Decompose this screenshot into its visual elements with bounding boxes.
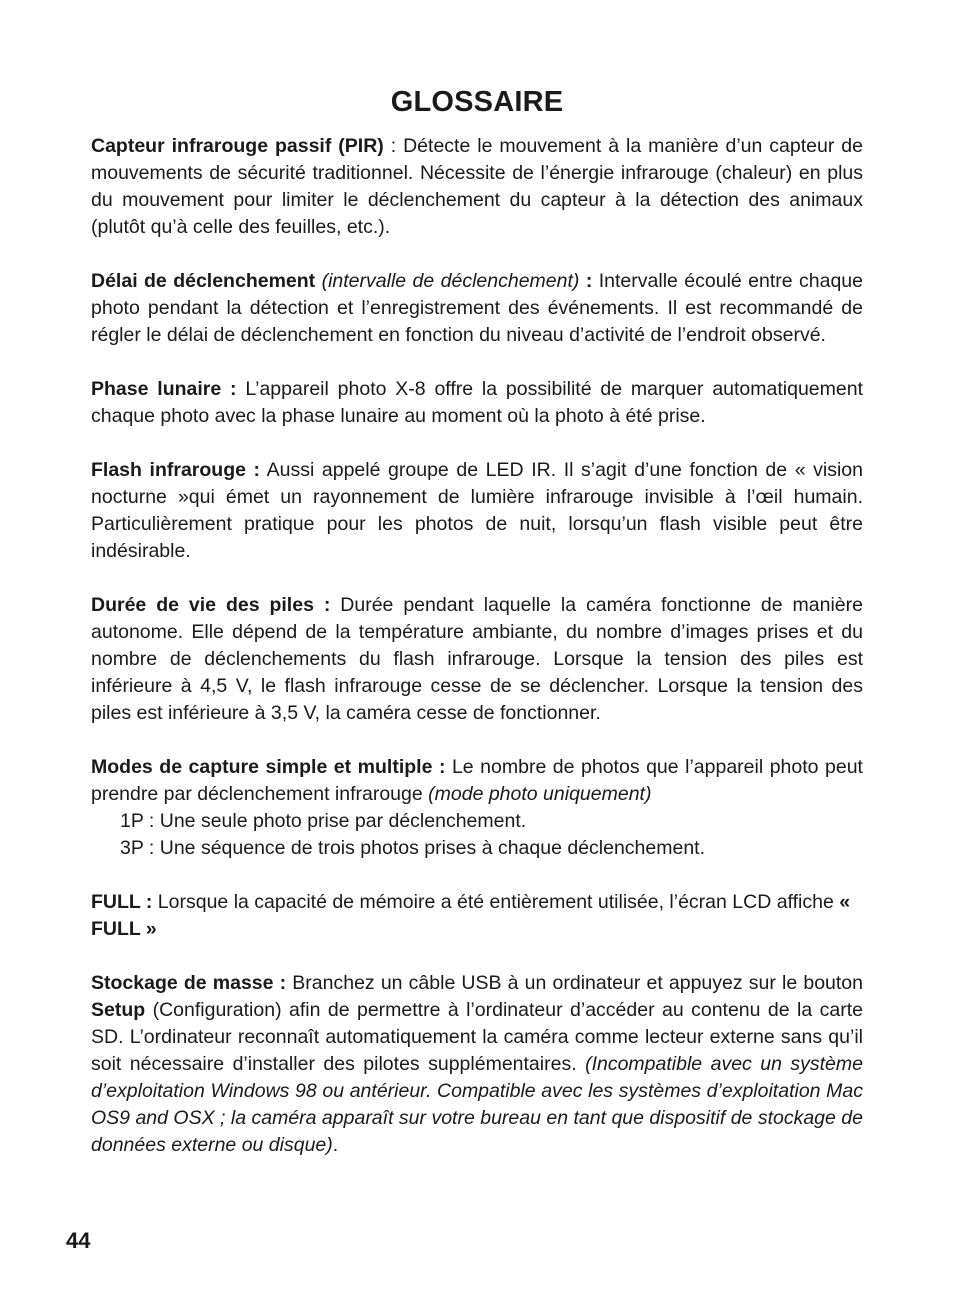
- entry-paragraph: [91, 592, 863, 727]
- page-number: 44: [66, 1228, 91, 1253]
- entry-paragraph: [91, 268, 863, 349]
- entry-paragraph: [91, 889, 863, 943]
- entry-note: (mode photo uniquement): [428, 783, 652, 805]
- entry-paragraph: [91, 970, 863, 1159]
- glossary-entry-full: [91, 889, 863, 943]
- glossary-entry-ir-flash: [91, 457, 863, 565]
- glossary-entry-capture-modes: [91, 754, 863, 862]
- entry-definition: Branchez un câble USB à un ordinateur et appuyez sur le bouton: [286, 972, 863, 994]
- glossary: [91, 133, 863, 1186]
- entry-term: Capteur infrarouge passif (PIR): [91, 135, 384, 157]
- entry-value: « FULL »: [91, 891, 851, 940]
- entry-end: .: [332, 1134, 339, 1156]
- entry-definition: : Détecte le mouvement à la manière d’un capteur de mouvements de sécurité traditionnel. Nécessite de l’énergie infrarouge (chaleur) en plus du mouvement pour limiter le déclenchement du capteur à la détection des animaux (plutôt qu’à celle des feuilles, etc.).: [91, 135, 863, 238]
- entry-note: (Incompatible avec un système d’exploitation Windows 98 ou antérieur. Compatible avec les systèmes d’exploitation Mac OS9 and OSX ; la caméra apparaît sur votre bureau en tant que dispositif de stockage de données externe ou disque): [91, 1053, 863, 1156]
- entry-paragraph: [91, 754, 863, 808]
- entry-alt-term: (intervalle de déclenchement): [321, 270, 580, 292]
- glossary-entry-pir: [91, 133, 863, 241]
- capture-mode-item: 3P : Une séquence de trois photos prises à chaque déclenchement.: [120, 837, 706, 859]
- entry-term: Phase lunaire :: [91, 378, 237, 400]
- entry-term: FULL :: [91, 891, 153, 913]
- entry-term: Durée de vie des piles :: [91, 594, 331, 616]
- entry-paragraph: [91, 457, 863, 565]
- entry-definition: Lorsque la capacité de mémoire a été entièrement utilisée, l’écran LCD affiche: [152, 891, 840, 913]
- glossary-entry-battery-life: [91, 592, 863, 727]
- entry-button-name: Setup: [91, 999, 146, 1021]
- entry-term: Modes de capture simple et multiple :: [91, 756, 446, 778]
- entry-definition-continued: (Configuration) afin de permettre à l’ordinateur d’accéder au contenu de la carte SD. L’ordinateur reconnaît automatiquement la caméra comme lecteur externe sans qu’il soit nécessaire d’installer des pilotes supplémentaires.: [91, 999, 863, 1075]
- entry-definition: Aussi appelé groupe de LED IR. Il s’agit d’une fonction de « vision nocturne »qui émet un rayonnement de lumière infrarouge invisible à l’œil humain. Particulièrement pratique pour les photos de nuit, lorsqu’un flash visible peut être indésirable.: [91, 459, 863, 562]
- glossary-entry-trigger-delay: [91, 268, 863, 349]
- entry-definition: Le nombre de photos que l’appareil photo peut prendre par déclenchement infrarouge: [91, 756, 863, 805]
- entry-definition: L’appareil photo X-8 offre la possibilité de marquer automatiquement chaque photo avec la phase lunaire au moment où la photo à été prise.: [91, 378, 863, 427]
- glossary-entry-mass-storage: [91, 970, 863, 1159]
- entry-definition: Intervalle écoulé entre chaque photo pendant la détection et l’enregistrement des événements. Il est recommandé de régler le délai de déclenchement en fonction du niveau d’activité de l’endroit observé.: [91, 270, 863, 346]
- entry-term: Délai de déclenchement: [91, 270, 316, 292]
- entry-definition: Durée pendant laquelle la caméra fonctionne de manière autonome. Elle dépend de la température ambiante, du nombre d’images prises et du nombre de déclenchements du flash infrarouge. Lorsque la tension des piles est inférieure à 4,5 V, le flash infrarouge cesse de se déclencher. Lorsque la tension des piles est inférieure à 3,5 V, la caméra cesse de fonctionner.: [91, 594, 863, 724]
- entry-paragraph: [91, 133, 863, 241]
- page-title: GLOSSAIRE: [390, 86, 564, 118]
- entry-colon: :: [579, 270, 593, 292]
- capture-mode-item: 1P : Une seule photo prise par déclenchement.: [120, 810, 527, 832]
- glossary-entry-moon-phase: [91, 376, 863, 430]
- entry-term: Stockage de masse :: [91, 972, 287, 994]
- entry-term: Flash infrarouge :: [91, 459, 261, 481]
- entry-paragraph: [91, 376, 863, 430]
